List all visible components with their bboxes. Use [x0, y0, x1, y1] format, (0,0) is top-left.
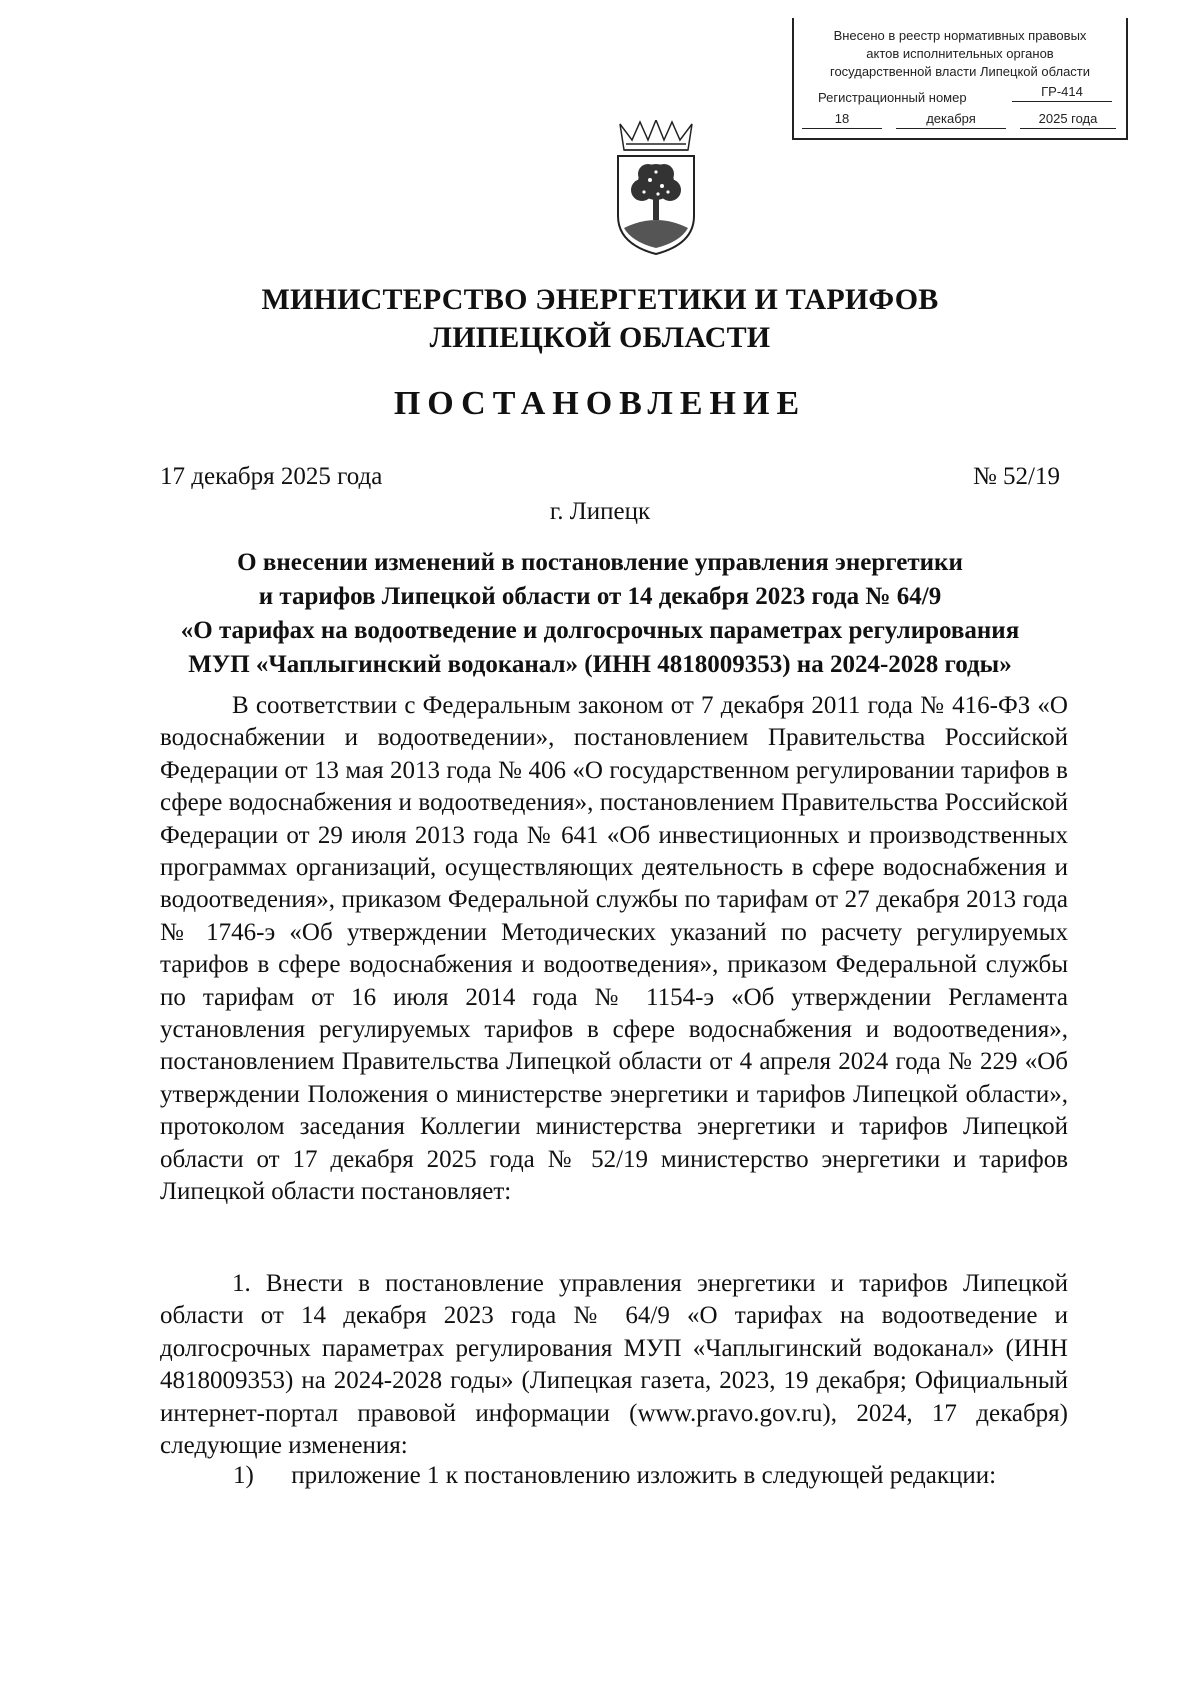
subject-line: МУП «Чаплыгинский водоканал» (ИНН 4818009353) на 2024-2028 годы» — [188, 651, 1012, 678]
stamp-month: декабря — [896, 111, 1006, 129]
subject-line: О внесении изменений в постановление управления энергетики — [237, 549, 963, 576]
stamp-reg-label: Регистрационный номер — [818, 90, 967, 105]
document-type: ПОСТАНОВЛЕНИЕ — [393, 385, 807, 422]
document-number: № 52/19 — [972, 463, 1060, 490]
stamp-line-3: государственной власти Липецкой области — [829, 64, 1091, 79]
subject-line: «О тарифах на водоотведение и долгосрочных параметрах регулирования — [180, 617, 1020, 644]
document-subject — [140, 546, 1060, 682]
subject-line: и тарифов Липецкой области от 14 декабря 2023 года № 64/9 — [258, 583, 942, 610]
stamp-year: 2025 года — [1020, 111, 1116, 129]
clause-1-paragraph: 1. Внести в постановление управления энергетики и тарифов Липецкой области от 14 декабря 2023 года № 64/9 «О тарифах на водоотведение и долгосрочных параметрах регулирования МУП «Чаплыгинский водоканал» (ИНН 4818009353) на 2024-2028 годы» (Липецкая газета, 2023, 19 декабря; Официальный интернет-портал правовой информации (www.pravo.gov.ru), 2024, 17 декабря) следующие изменения: — [160, 1270, 1068, 1460]
registry-stamp — [792, 18, 1128, 140]
ministry-title-line-1: МИНИСТЕРСТВО ЭНЕРГЕТИКИ И ТАРИФОВ — [261, 283, 939, 316]
item-text: приложение 1 к постановлению изложить в следующей редакции: — [291, 1462, 997, 1489]
stamp-line-1: Внесено в реестр нормативных правовых — [833, 28, 1087, 43]
amendment-item-1 — [233, 1462, 996, 1490]
stamp-line-2: актов исполнительных органов — [866, 46, 1054, 61]
stamp-reg-number: ГР-414 — [1012, 84, 1112, 102]
lipetsk-coat-of-arms-icon — [610, 120, 702, 256]
ministry-title-line-2: ЛИПЕЦКОЙ ОБЛАСТИ — [429, 321, 771, 354]
item-number: 1) — [233, 1462, 254, 1489]
stamp-day: 18 — [802, 111, 882, 129]
preamble-paragraph: В соответствии с Федеральным законом от 7 декабря 2011 года № 416-ФЗ «О водоснабжении и водоотведении», постановлением Правительства Российской Федерации от 13 мая 2013 года № 406 «О государственном регулировании тарифов в сфере водоснабжения и водоотведения», постановлением Правительства Российской Федерации от 29 июля 2013 года № 641 «Об инвестиционных и производственных программах организаций, осуществляющих деятельность в сфере водоснабжения и водоотведения», приказом Федеральной службы по тарифам от 27 декабря 2013 года № 1746-э «Об утверждении Методических указаний по расчету регулируемых тарифов в сфере водоснабжения и водоотведения», приказом Федеральной службы по тарифам от 16 июля 2014 года № 1154-э «Об утверждении Регламента установления регулируемых тарифов в сфере водоснабжения и водоотведения», постановлением Правительства Липецкой области от 4 апреля 2024 года № 229 «Об утверждении Положения о министерстве энергетики и тарифов Липецкой области», протоколом заседания Коллегии министерства энергетики и тарифов Липецкой области от 17 декабря 2025 года № 52/19 министерство энергетики и тарифов Липецкой области постановляет: — [160, 692, 1068, 1206]
document-city: г. Липецк — [549, 498, 651, 525]
document-date: 17 декабря 2025 года — [160, 463, 383, 490]
